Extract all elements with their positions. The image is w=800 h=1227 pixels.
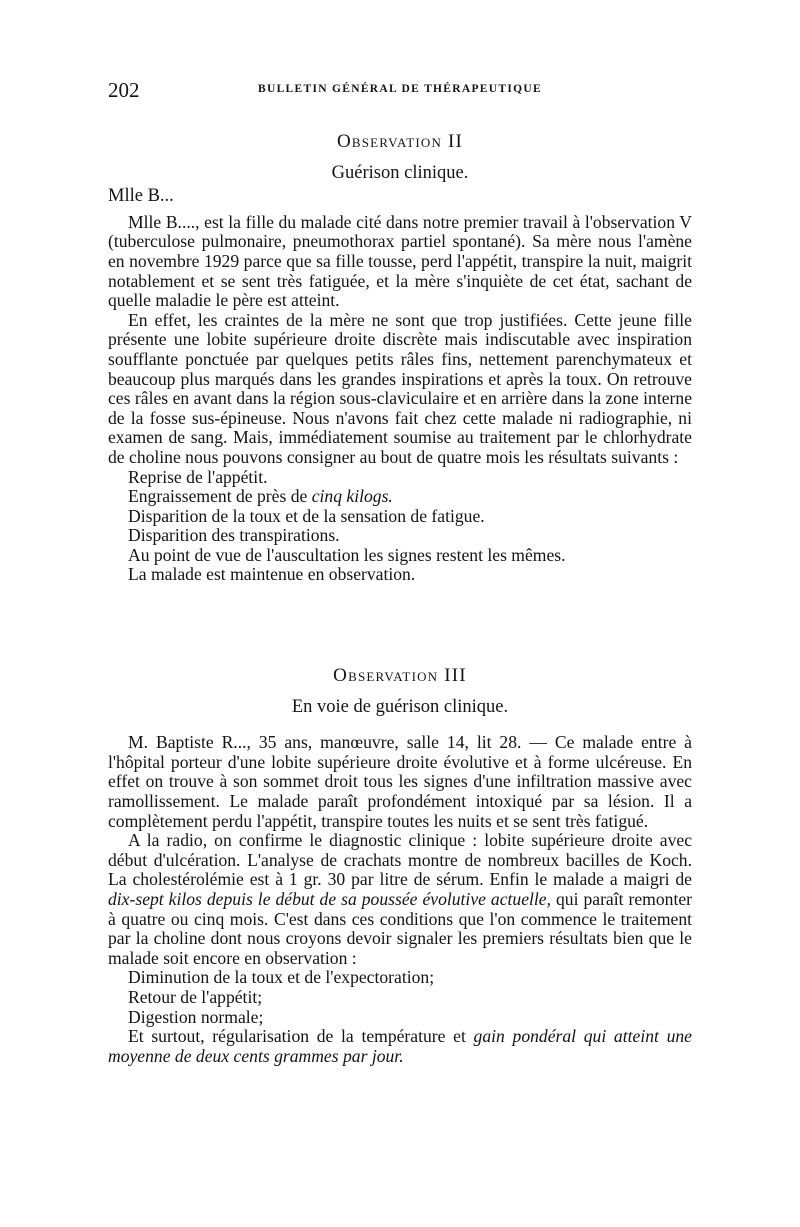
result-weight-italic: cinq kilogs. [311,486,393,507]
result-weight [108,487,692,507]
observation-3-paragraph-end: qui paraît remonter à quatre ou cinq mois. C'est dans ces conditions que l'on commence le traitement par la choline dont nous croyons devoir signaler les premiers résultats bien que le malade soit encore en observation : [108,888,692,968]
observation-2-patient: Mlle B... [108,186,174,207]
observation-3-paragraph-start: A la radio, on confirme le diagnostic clinique : lobite supérieure droite avec début d'ulcération. L'analyse de crachats montre de nombreux bacilles de Koch. La cholestérolémie est à 1 gr. 30 par litre de sérum. Enfin le malade a maigri de [108,830,692,890]
observation-3-paragraph [108,831,692,968]
result-appetite: Reprise de l'appétit. [128,466,268,487]
result-weight-text: Engraissement de près de [128,486,312,507]
observation-2-paragraph: En effet, les craintes de la mère ne sont que trop justifiées. Cette jeune fille présente une lobite supérieure droite discrète mais indiscutable avec inspiration soufflante ponctuée par quelques petits râles fins, nettement parenchymateux et beaucoup plus marqués dans les grandes inspirations et après la toux. On retrouve ces râles en avant dans la région sous-claviculaire et en arrière dans la zone interne de la fosse sus-épineuse. Nous n'avons fait chez cette malade ni radiographie, ni examen de sang. Mais, immédiatement soumise au traitement par le chlorhydrate de choline nous pouvons consigner au bout de quatre mois les résultats suivants : [108,309,692,467]
observation-2-paragraph: Mlle B...., est la fille du malade cité dans notre premier travail à l'observation V (tuberculose pulmonaire, pneumothorax partiel spontané). Sa mère nous l'amène en novembre 1929 parce que sa fille tousse, perd l'appétit, transpire la nuit, maigrit notablement et se sent très fatiguée, et la mère s'inquiète de cet état, sachant de quelle maladie le père est atteint. [108,211,692,311]
observation-2-subtitle: Guérison clinique. [331,162,469,183]
page-header [108,78,688,104]
result-final-text: Et surtout, régularisation de la température et [128,1026,474,1047]
running-title: BULLETIN GÉNÉRAL DE THÉRAPEUTIQUE [258,83,542,95]
result-appetite-return: Retour de l'appétit; [128,986,263,1007]
result-cough-decrease: Diminution de la toux et de l'expectoration; [128,967,435,988]
observation-3-subtitle: En voie de guérison clinique. [291,696,509,717]
observation-3-paragraph: M. Baptiste R..., 35 ans, manœuvre, salle 14, lit 28. — Ce malade entre à l'hôpital porteur d'une lobite supérieure droite évolutive et à forme ulcéreuse. En effet on trouve à son sommet droit tous les signes d'une infiltration massive avec ramollissement. Le malade paraît profondément intoxiqué par sa lésion. Il a complètement perdu l'appétit, transpire toutes les nuits et se sent très fatigué. [108,732,692,831]
result-cough: Disparition de la toux et de la sensation de fatigue. [128,505,485,526]
page-number: 202 [108,78,140,102]
observation-2-conclusion: La malade est maintenue en observation. [128,564,416,585]
observation-2-title: Observation II [336,131,464,152]
result-digestion: Digestion normale; [128,1006,264,1027]
observation-2-auscultation: Au point de vue de l'auscultation les signes restent les mêmes. [128,544,566,565]
result-sweats: Disparition des transpirations. [128,525,340,546]
observation-3-title: Observation III [333,665,467,686]
result-final [108,1027,692,1066]
result-final-italic: gain pondéral qui atteint une moyenne de deux cents grammes par jour. [108,1026,692,1066]
observation-3-section [108,666,692,1066]
observation-2-section [108,132,692,585]
observation-3-paragraph-italic: dix-sept kilos depuis le début de sa poussée évolutive actuelle, [108,888,552,909]
